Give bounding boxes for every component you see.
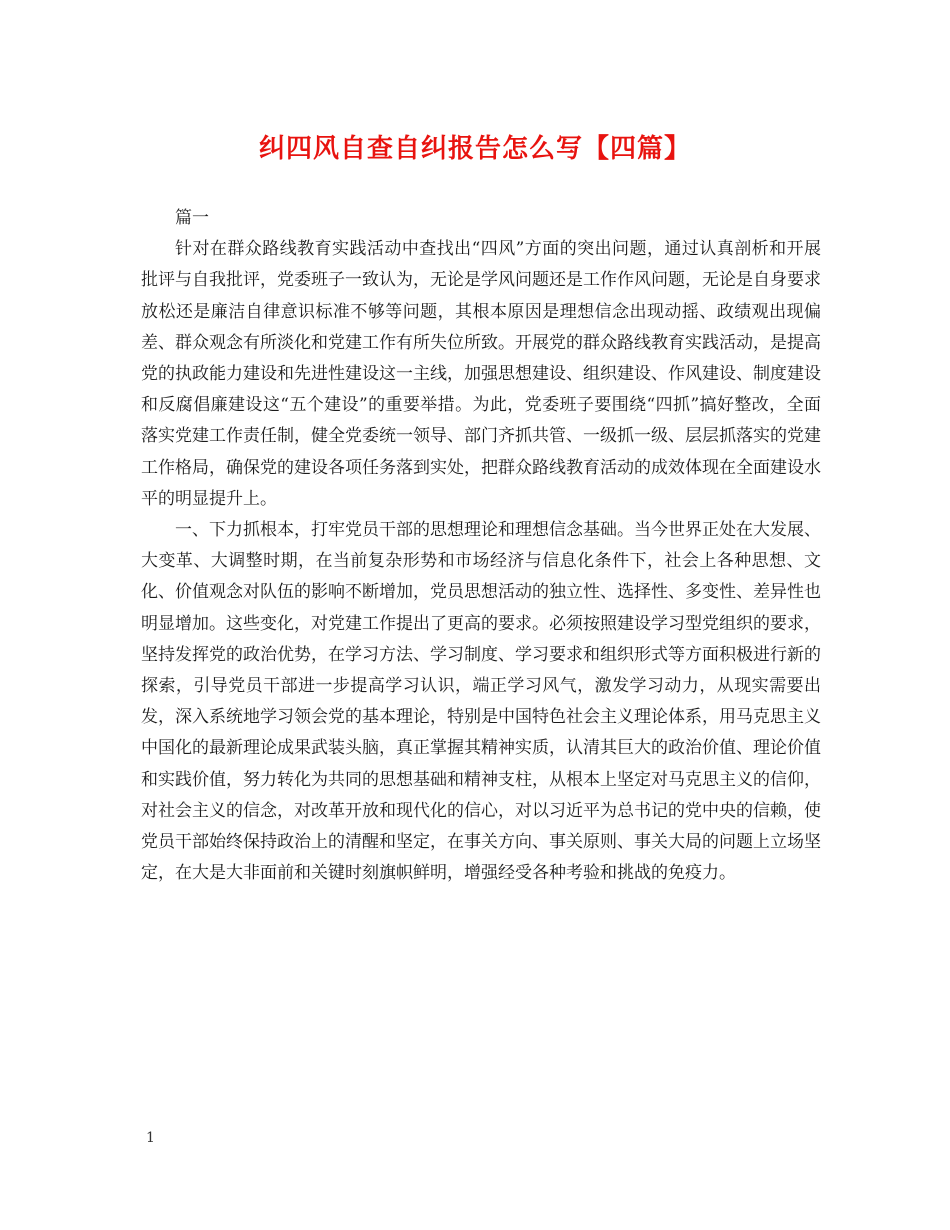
document-body [141,203,821,889]
paragraph-2: 一、下力抓根本，打牢党员干部的思想理论和理想信念基础。当今世界正处在大发展、大变革、大调整时期，在当前复杂形势和市场经济与信息化条件下，社会上各种思想、文化、价值观念对队伍的影响不断增加，党员思想活动的独立性、选择性、多变性、差异性也明显增加。这些变化，对党建工作提出了更高的要求。必须按照建设学习型党组织的要求，坚持发挥党的政治优势，在学习方法、学习制度、学习要求和组织形式等方面积极进行新的探索，引导党员干部进一步提高学习认识，端正学习风气，激发学习动力，从现实需要出发，深入系统地学习领会党的基本理论，特别是中国特色社会主义理论体系，用马克思主义中国化的最新理论成果武装头脑，真正掌握其精神实质，认清其巨大的政治价值、理论价值和实践价值，努力转化为共同的思想基础和精神支柱，从根本上坚定对马克思主义的信仰，对社会主义的信念，对改革开放和现代化的信心，对以习近平为总书记的党中央的信赖，使党员干部始终保持政治上的清醒和坚定，在事关方向、事关原则、事关大局的问题上立场坚定，在大是大非面前和关键时刻旗帜鲜明，增强经受各种考验和挑战的免疫力。 [141,520,821,884]
page-number: 1 [146,1130,155,1146]
paragraph-1: 针对在群众路线教育实践活动中查找出“四风”方面的突出问题，通过认真剖析和开展批评与自我批评，党委班子一致认为，无论是学风问题还是工作作风问题，无论是自身要求放松还是廉洁自律意识标准不够等问题，其根本原因是理想信念出现动摇、政绩观出现偏差、群众观念有所淡化和党建工作有所失位所致。开展党的群众路线教育实践活动，是提高党的执政能力建设和先进性建设这一主线，加强思想建设、组织建设、作风建设、制度建设和反腐倡廉建设这“五个建设”的重要举措。为此，党委班子要围绕“四抓”搞好整改，全面落实党建工作责任制，健全党委统一领导、部门齐抓共管、一级抓一级、层层抓落实的党建工作格局，确保党的建设各项任务落到实处，把群众路线教育活动的成效体现在全面建设水平的明显提升上。 [141,239,821,509]
section-label: 篇一 [175,208,209,228]
document-title: 纠四风自查自纠报告怎么写【四篇】 [258,134,691,164]
